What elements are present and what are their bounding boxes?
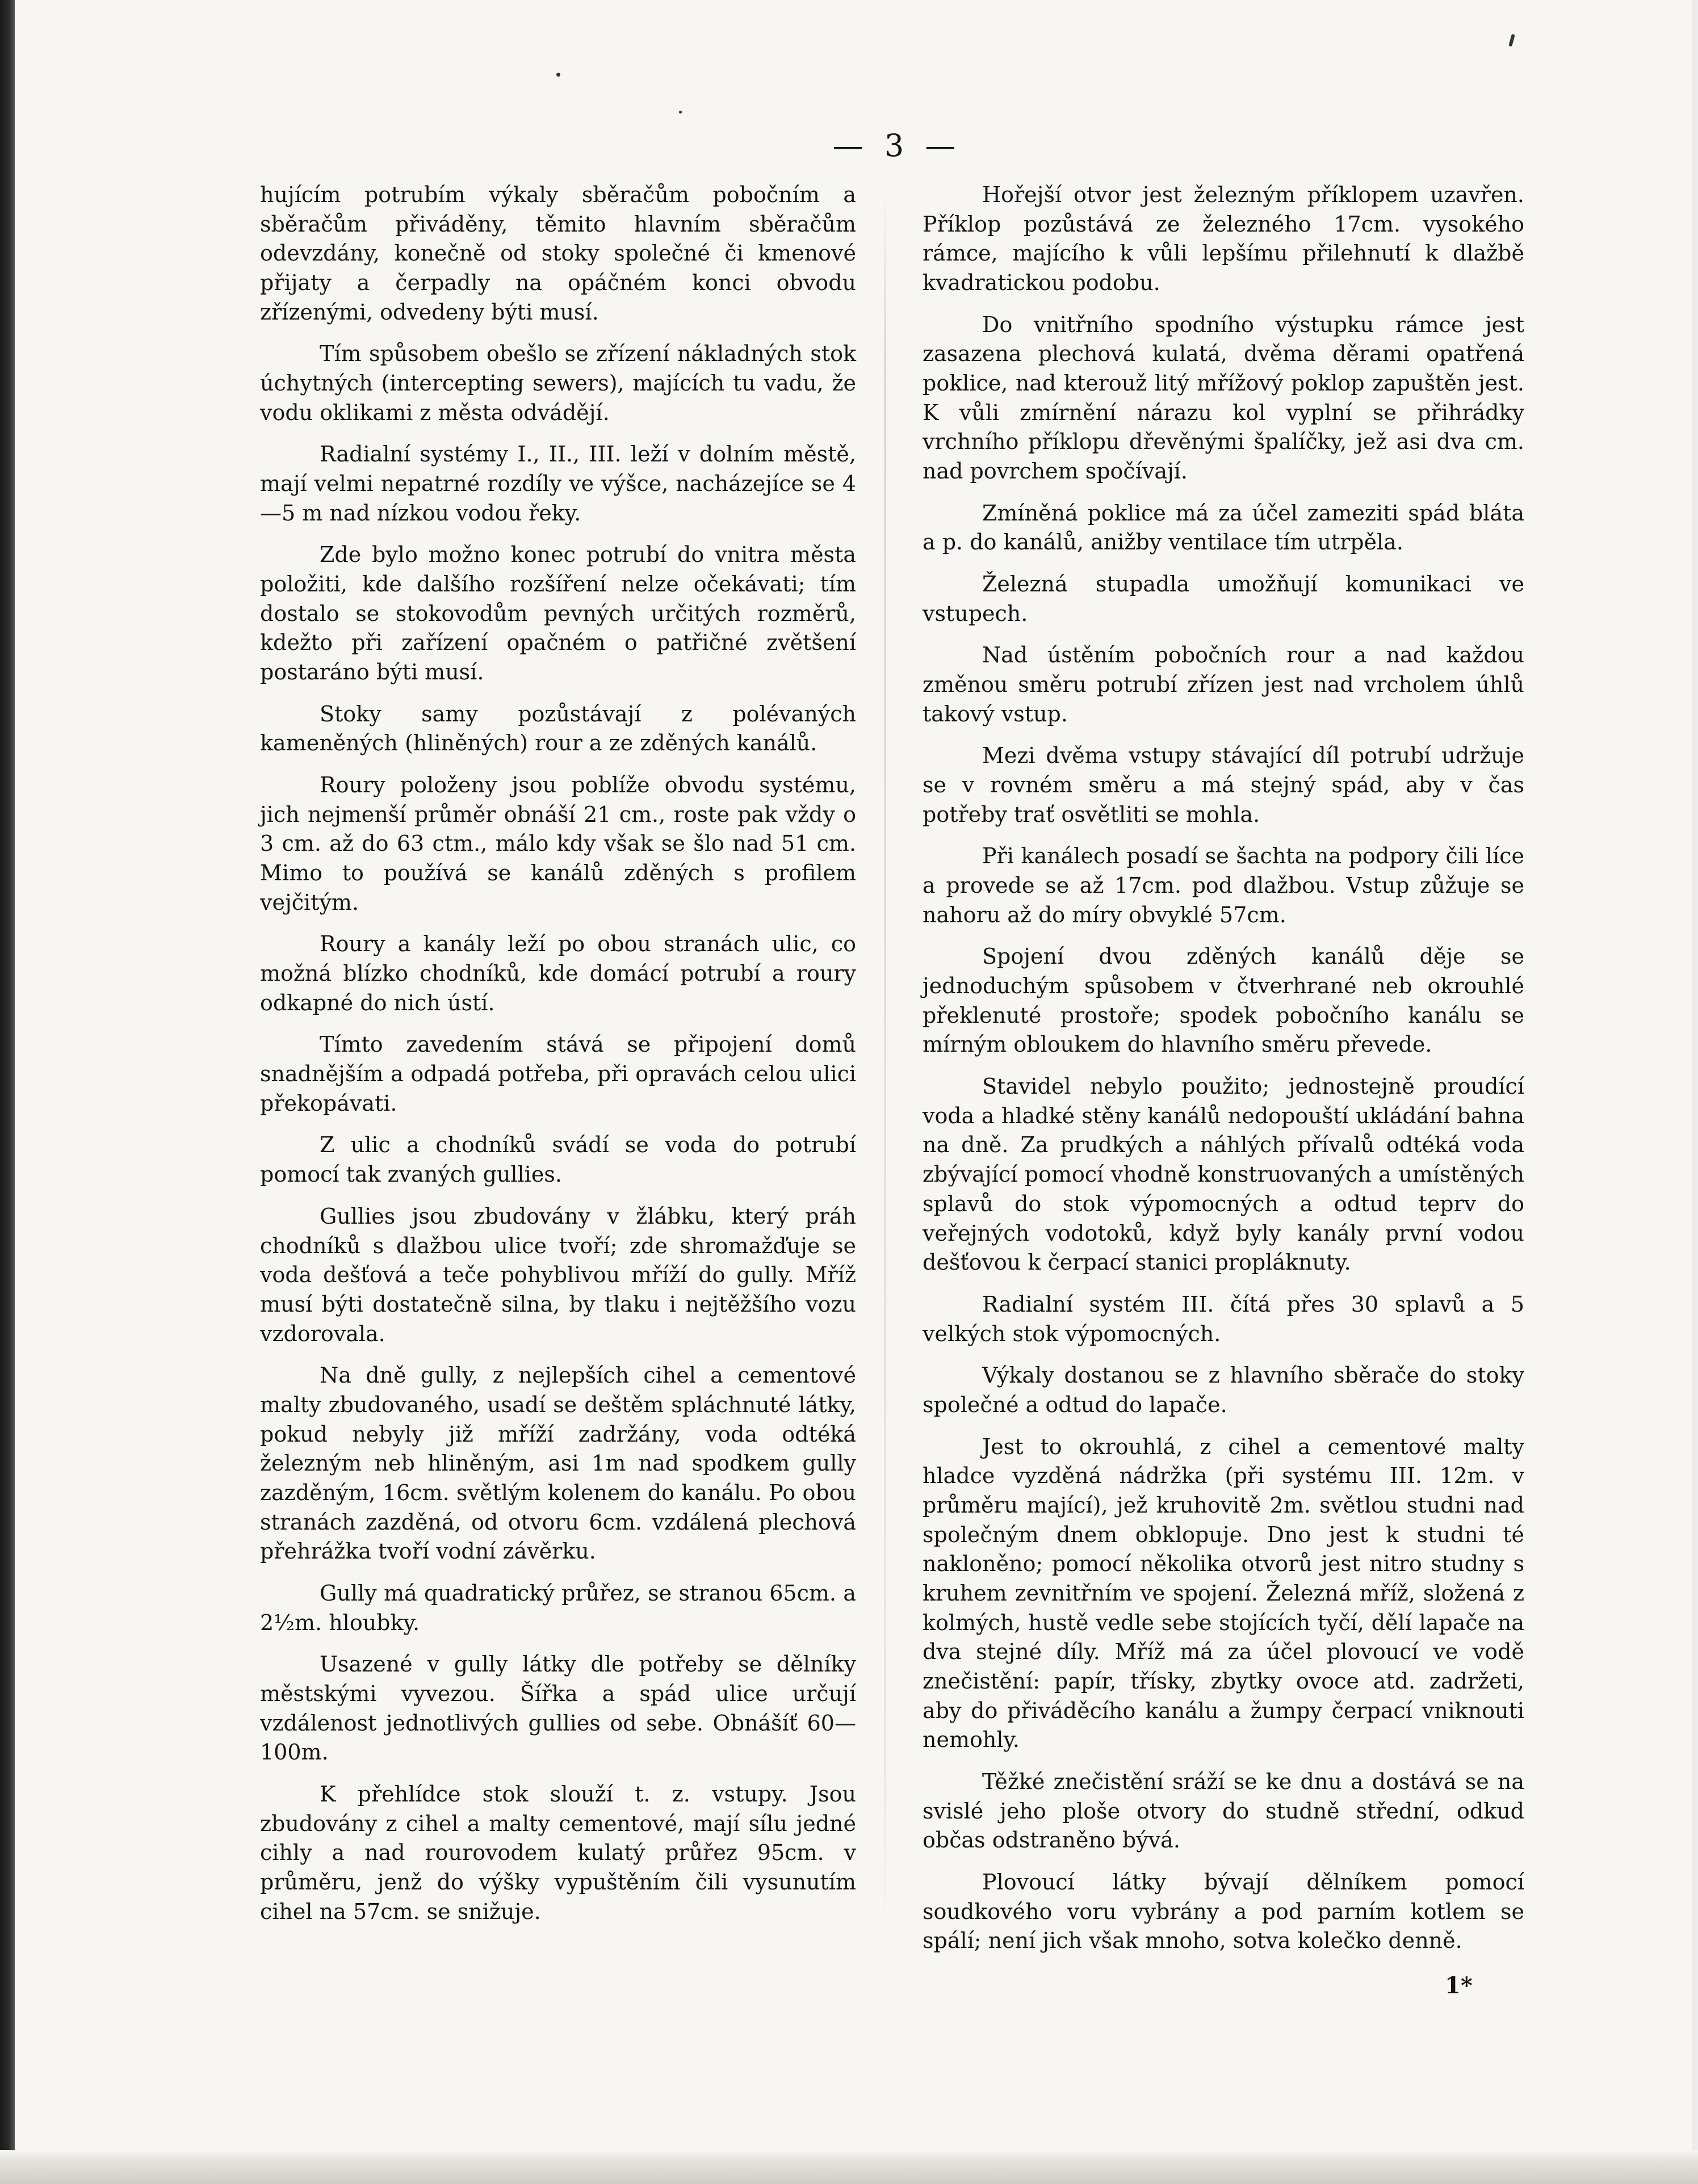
paragraph: Gullies jsou zbudovány v žlábku, který práh chodníků s dlažbou ulice tvoří; zde shromažďuje se voda dešťová a teče pohyblivou mříží do gully. Mříž musí býti dostatečně silna, by tlaku i nejtěžšího vozu vzdorovala. xyxy=(260,1203,856,1346)
paragraph: Při kanálech posadí se šachta na podpory čili líce a provede se až 17cm. pod dlažbou. Vstup zůžuje se nahoru až do míry obvyklé 57cm. xyxy=(923,843,1524,927)
right-column xyxy=(923,180,1524,1968)
scan-speck xyxy=(1508,34,1515,47)
scan-border-left xyxy=(0,0,15,2184)
paragraph: Z ulic a chodníků svádí se voda do potrubí pomocí tak zvaných gullies. xyxy=(260,1132,856,1187)
paragraph: Nad ústěním pobočních rour a nad každou změnou směru potrubí zřízen jest nad vrcholem úhlů takový vstup. xyxy=(923,642,1524,726)
page-number: — 3 — xyxy=(832,128,962,163)
signature-mark: 1* xyxy=(1445,1972,1473,1999)
scan-speck xyxy=(556,73,560,77)
paragraph: Roury položeny jsou poblíže obvodu systému, jich nejmenší průměr obnáší 21 cm., roste pak vždy o 3 cm. až do 63 ctm., málo kdy však se šlo nad 51 cm. Mimo to používá se kanálů zděných s profilem vejčitým. xyxy=(260,772,856,915)
paragraph: Železná stupadla umožňují komunikaci ve vstupech. xyxy=(923,572,1524,626)
paragraph: Tímto zavedením stává se připojení domů snadnějším a odpadá potřeba, při opravách celou ulici překopávati. xyxy=(260,1032,856,1116)
scan-border-right xyxy=(1692,0,1698,2184)
paragraph: K přehlídce stok slouží t. z. vstupy. Jsou zbudovány z cihel a malty cementové, mají sílu jedné cihly a nad rourovodem kulatý průřez 95cm. v průměru, jenž do výšky vypuštěním čili vysunutím cihel na 57cm. se snižuje. xyxy=(260,1781,856,1924)
paragraph: Plovoucí látky bývají dělníkem pomocí soudkového voru vybrány a pod parním kotlem se spálí; není jich však mnoho, sotva kolečko denně. xyxy=(923,1869,1524,1954)
paragraph: Roury a kanály leží po obou stranách ulic, co možná blízko chodníků, kde domácí potrubí a roury odkapné do nich ústí. xyxy=(260,931,856,1015)
paragraph: Jest to okrouhlá, z cihel a cementové malty hladce vyzděná nádržka (při systému III. 12m. v průměru mající), jež kruhovitě 2m. světlou studni nad společným dnem obklopuje. Dno jest k studni té nakloněno; pomocí několika otvorů jest nitro studny s kruhem zevnitřním ve spojení. Železná mříž, složená z kolmých, hustě vedle sebe stojících tyčí, dělí lapače na dva stejné díly. Mříž má za účel plovoucí ve vodě znečistění: papír, třísky, zbytky ovoce atd. zadržeti, aby do přiváděcího kanálu a žumpy čerpací vniknouti nemohly. xyxy=(923,1434,1524,1753)
column-divider xyxy=(884,187,886,1935)
left-column xyxy=(260,180,856,1939)
paragraph: Radialní systém III. čítá přes 30 splavů a 5 velkých stok výpomocných. xyxy=(923,1291,1524,1346)
paragraph: Do vnitřního spodního výstupku rámce jest zasazena plechová kulatá, dvěma děrami opatřená poklice, nad kterouž litý mřížový poklop zapuštěn jest. K vůli zmírnění nárazu kol vyplní se přihrádky vrchního příklopu dřevěnými špalíčky, jež asi dva cm. nad povrchem spočívají. xyxy=(923,312,1524,484)
paragraph: Výkaly dostanou se z hlavního sběrače do stoky společné a odtud do lapače. xyxy=(923,1363,1524,1417)
paragraph: hujícím potrubím výkaly sběračům pobočním a sběračům přiváděny, těmito hlavním sběračům odevzdány, konečně od stoky společné či kmenové přijaty a čerpadly na opáčném konci obvodu zřízenými, odvedeny býti musí. xyxy=(260,182,856,325)
paragraph: Těžké znečistění sráží se ke dnu a dostává se na svislé jeho ploše otvory do studně střední, odkud občas odstraněno bývá. xyxy=(923,1769,1524,1853)
paragraph: Spojení dvou zděných kanálů děje se jednoduchým spůsobem v čtverhrané neb okrouhlé překlenuté prostoře; spodek pobočního kanálu se mírným obloukem do hlavního směru převede. xyxy=(923,944,1524,1057)
paragraph: Tím spůsobem obešlo se zřízení nákladných stok úchytných (intercepting sewers), majících tu vadu, že vodu oklikami z města odvádějí. xyxy=(260,341,856,425)
paragraph: Stoky samy pozůstávají z polévaných kameněných (hliněných) rour a ze zděných kanálů. xyxy=(260,701,856,756)
paragraph: Usazené v gully látky dle potřeby se dělníky městskými vyvezou. Šířka a spád ulice určují vzdálenost jednotlivých gullies od sebe. Obnášíť 60—100m. xyxy=(260,1652,856,1765)
paragraph: Zde bylo možno konec potrubí do vnitra města položiti, kde dalšího rozšíření nelze očekávati; tím dostalo se stokovodům pevných určitých rozměrů, kdežto při zařízení opačném o patřičné zvětšení postaráno býti musí. xyxy=(260,542,856,685)
paragraph: Na dně gully, z nejlepších cihel a cementové malty zbudovaného, usadí se deštěm spláchnuté látky, pokud nebyly již mříží zadržány, voda odtéká železným neb hliněným, asi 1m nad spodkem gully zazděným, 16cm. světlým kolenem do kanálu. Po obou stranách zazděná, od otvoru 6cm. vzdálená plechová přehrážka tvoří vodní závěrku. xyxy=(260,1363,856,1564)
paragraph: Hořejší otvor jest železným příklopem uzavřen. Příklop pozůstává ze železného 17cm. vysokého rámce, majícího k vůli lepšímu přilehnutí k dlažbě kvadratickou podobu. xyxy=(923,182,1524,296)
scan-speck xyxy=(679,111,682,114)
paragraph: Radialní systémy I., II., III. leží v dolním městě, mají velmi nepatrné rozdíly ve výšce, nacházejíce se 4—5 m nad nízkou vodou řeky. xyxy=(260,442,856,526)
paragraph: Stavidel nebylo použito; jednostejně proudící voda a hladké stěny kanálů nedopouští ukládání bahna na dně. Za prudkých a náhlých přívalů odtéká voda zbývající pomocí vhodně konstruovaných a umístěných splavů do stok výpomocných a odtud teprv do veřejných vodotoků, když byly kanály první vodou dešťovou k čerpací stanici propláknuty. xyxy=(923,1074,1524,1275)
scan-border-bottom xyxy=(0,2150,1698,2184)
paragraph: Mezi dvěma vstupy stávající díl potrubí udržuje se v rovném směru a má stejný spád, aby v čas potřeby trať osvětliti se mohla. xyxy=(923,743,1524,827)
paragraph: Zmíněná poklice má za účel zameziti spád bláta a p. do kanálů, anižby ventilace tím utrpěla. xyxy=(923,500,1524,555)
paragraph: Gully má quadratický průřez, se stranou 65cm. a 2½m. hloubky. xyxy=(260,1580,856,1635)
